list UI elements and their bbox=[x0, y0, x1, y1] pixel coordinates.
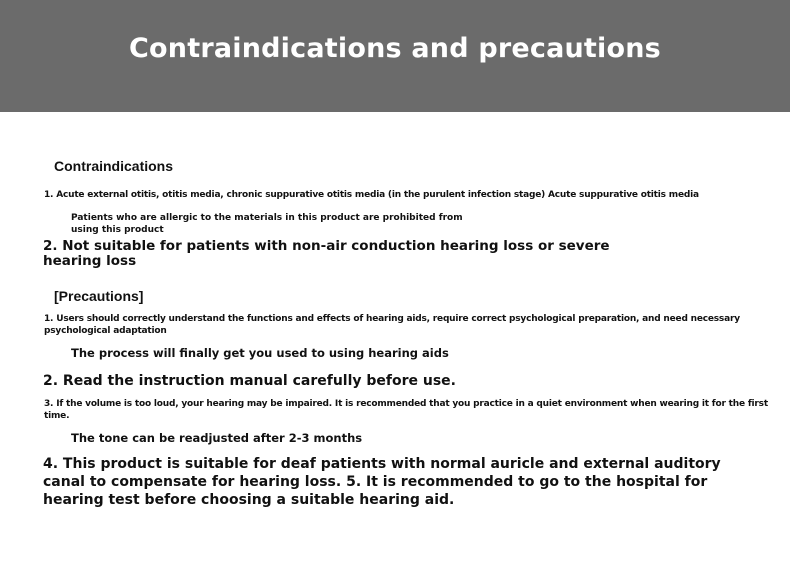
precaution-item-1-line-1: 1. Users should correctly understand the functions and effects of hearing aids, require correct psychological preparation, and need necessary bbox=[44, 314, 740, 324]
contraindication-item-2-line-2: hearing loss bbox=[43, 253, 137, 269]
precaution-item-4-line-1: 4. This product is suitable for deaf patients with normal auricle and external auditory bbox=[43, 456, 721, 472]
contraindication-item-1-note-line-2: using this product bbox=[71, 225, 164, 235]
precaution-item-1-note: The process will finally get you used to using hearing aids bbox=[71, 346, 449, 360]
precaution-item-2: 2. Read the instruction manual carefully before use. bbox=[43, 373, 456, 389]
title-banner bbox=[0, 0, 790, 112]
contraindications-heading: Contraindications bbox=[54, 158, 174, 174]
precaution-item-4-line-2: canal to compensate for hearing loss. 5. It is recommended to go to the hospital for bbox=[43, 474, 708, 490]
precaution-item-3-line-2: time. bbox=[44, 411, 70, 421]
precautions-heading: [Precautions] bbox=[54, 288, 144, 304]
precaution-item-1-line-2: psychological adaptation bbox=[44, 326, 167, 336]
precaution-item-4-line-3: hearing test before choosing a suitable hearing aid. bbox=[43, 492, 455, 508]
precaution-item-3-note: The tone can be readjusted after 2-3 months bbox=[71, 431, 363, 445]
contraindication-item-1: 1. Acute external otitis, otitis media, chronic suppurative otitis media (in the purulent infection stage) Acute suppurative otitis media bbox=[44, 190, 699, 200]
contraindication-item-1-note-line-1: Patients who are allergic to the materials in this product are prohibited from bbox=[71, 213, 463, 223]
precaution-item-3-line-1: 3. If the volume is too loud, your hearing may be impaired. It is recommended that you practice in a quiet environment when wearing it for the first bbox=[44, 399, 768, 409]
contraindication-item-2-line-1: 2. Not suitable for patients with non-air conduction hearing loss or severe bbox=[43, 238, 610, 254]
page-title: Contraindications and precautions bbox=[129, 33, 661, 64]
